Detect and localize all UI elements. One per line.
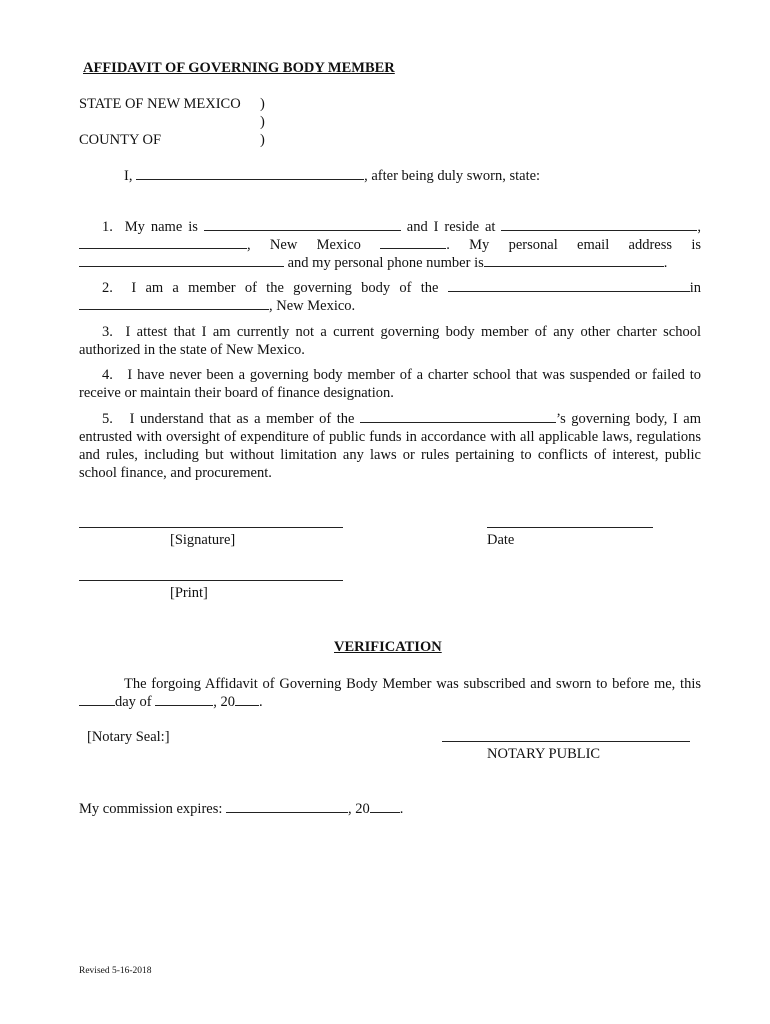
residence-blank[interactable] — [501, 218, 697, 231]
phone-blank[interactable] — [484, 254, 664, 267]
item-number: 4. — [102, 367, 113, 383]
item-5 — [79, 410, 701, 482]
day-blank[interactable] — [79, 693, 115, 706]
print-label: [Print] — [170, 585, 208, 601]
notary-signature-line[interactable] — [442, 741, 690, 742]
commission-line — [79, 800, 403, 818]
name-blank[interactable] — [204, 218, 401, 231]
state-label: STATE OF NEW MEXICO — [79, 96, 241, 112]
item-3 — [79, 323, 701, 359]
city-blank[interactable] — [79, 236, 247, 249]
item-4-text: I have never been a governing body member of a charter school that was suspended or failed to receive or maintain their board of finance designation. — [79, 367, 702, 401]
intro-prefix: I, — [124, 168, 137, 184]
verification-text-part: , 20 — [213, 694, 236, 710]
item-5-text: I understand that as a member of the — [129, 411, 361, 427]
date-line[interactable] — [487, 527, 653, 528]
item-number: 5. — [102, 411, 113, 427]
location-blank[interactable] — [79, 297, 269, 310]
revision-footer: Revised 5-16-2018 — [79, 966, 152, 976]
verification-text-part: The forgoing Affidavit of Governing Body Member was subscribed and sworn to before me, this — [124, 676, 701, 692]
venue-paren: ) — [260, 96, 265, 112]
verification-text — [79, 675, 701, 711]
item-2-text: I am a member of the governing body of the — [131, 280, 448, 296]
verification-text-part: . — [259, 694, 263, 710]
item-1-text: My name is — [124, 219, 204, 235]
item-number: 1. — [102, 219, 113, 235]
item-1-text: . — [663, 255, 668, 271]
item-number: 2. — [102, 280, 113, 296]
signature-line[interactable] — [79, 527, 343, 528]
item-number: 3. — [102, 324, 113, 340]
document-title: AFFIDAVIT OF GOVERNING BODY MEMBER — [83, 60, 395, 76]
county-label: COUNTY OF — [79, 132, 162, 148]
item-4 — [79, 366, 701, 402]
item-2 — [79, 279, 701, 315]
venue-paren: ) — [260, 132, 265, 148]
item-1-text: , New Mexico — [247, 237, 381, 253]
item-1-text: , — [697, 219, 701, 235]
verification-text-part: day of — [115, 694, 156, 710]
item-1-text: and my personal phone number is — [284, 255, 484, 271]
verification-heading: VERIFICATION — [334, 639, 442, 655]
item-1-text: and I reside at — [400, 219, 502, 235]
intro-line — [124, 167, 540, 185]
item-1 — [79, 218, 701, 272]
school-name-blank[interactable] — [360, 410, 556, 423]
notary-public-label: NOTARY PUBLIC — [487, 746, 601, 762]
intro-suffix: , after being duly sworn, state: — [364, 168, 541, 184]
item-2-text: in — [689, 280, 701, 296]
item-2-text: , New Mexico. — [269, 298, 356, 314]
affiant-name-blank[interactable] — [136, 167, 364, 180]
month-blank[interactable] — [155, 693, 213, 706]
commission-text: . — [399, 801, 404, 817]
item-3-text: I attest that I am currently not a current governing body member of any other charter school authorized in the state of New Mexico. — [79, 324, 702, 358]
item-5-text: ’s governing body, I am entrusted with oversight of expenditure of public funds in accordance with all applicable laws, regulations and rules, including but without limitation any laws or rules pertaining to conflicts of interest, public school finance, and procurement. — [79, 411, 701, 481]
school-blank[interactable] — [448, 279, 690, 292]
commission-year-blank[interactable] — [370, 800, 400, 813]
year-blank[interactable] — [235, 693, 259, 706]
signature-label: [Signature] — [170, 532, 236, 548]
item-1-text: . My personal email address is — [446, 237, 701, 253]
date-label: Date — [487, 532, 515, 548]
commission-date-blank[interactable] — [226, 800, 348, 813]
zip-blank[interactable] — [380, 236, 446, 249]
print-line[interactable] — [79, 580, 343, 581]
commission-text: , 20 — [348, 801, 370, 817]
venue-paren: ) — [260, 114, 265, 130]
email-blank[interactable] — [79, 254, 284, 267]
commission-text: My commission expires: — [79, 801, 227, 817]
notary-seal-label: [Notary Seal:] — [87, 729, 170, 745]
